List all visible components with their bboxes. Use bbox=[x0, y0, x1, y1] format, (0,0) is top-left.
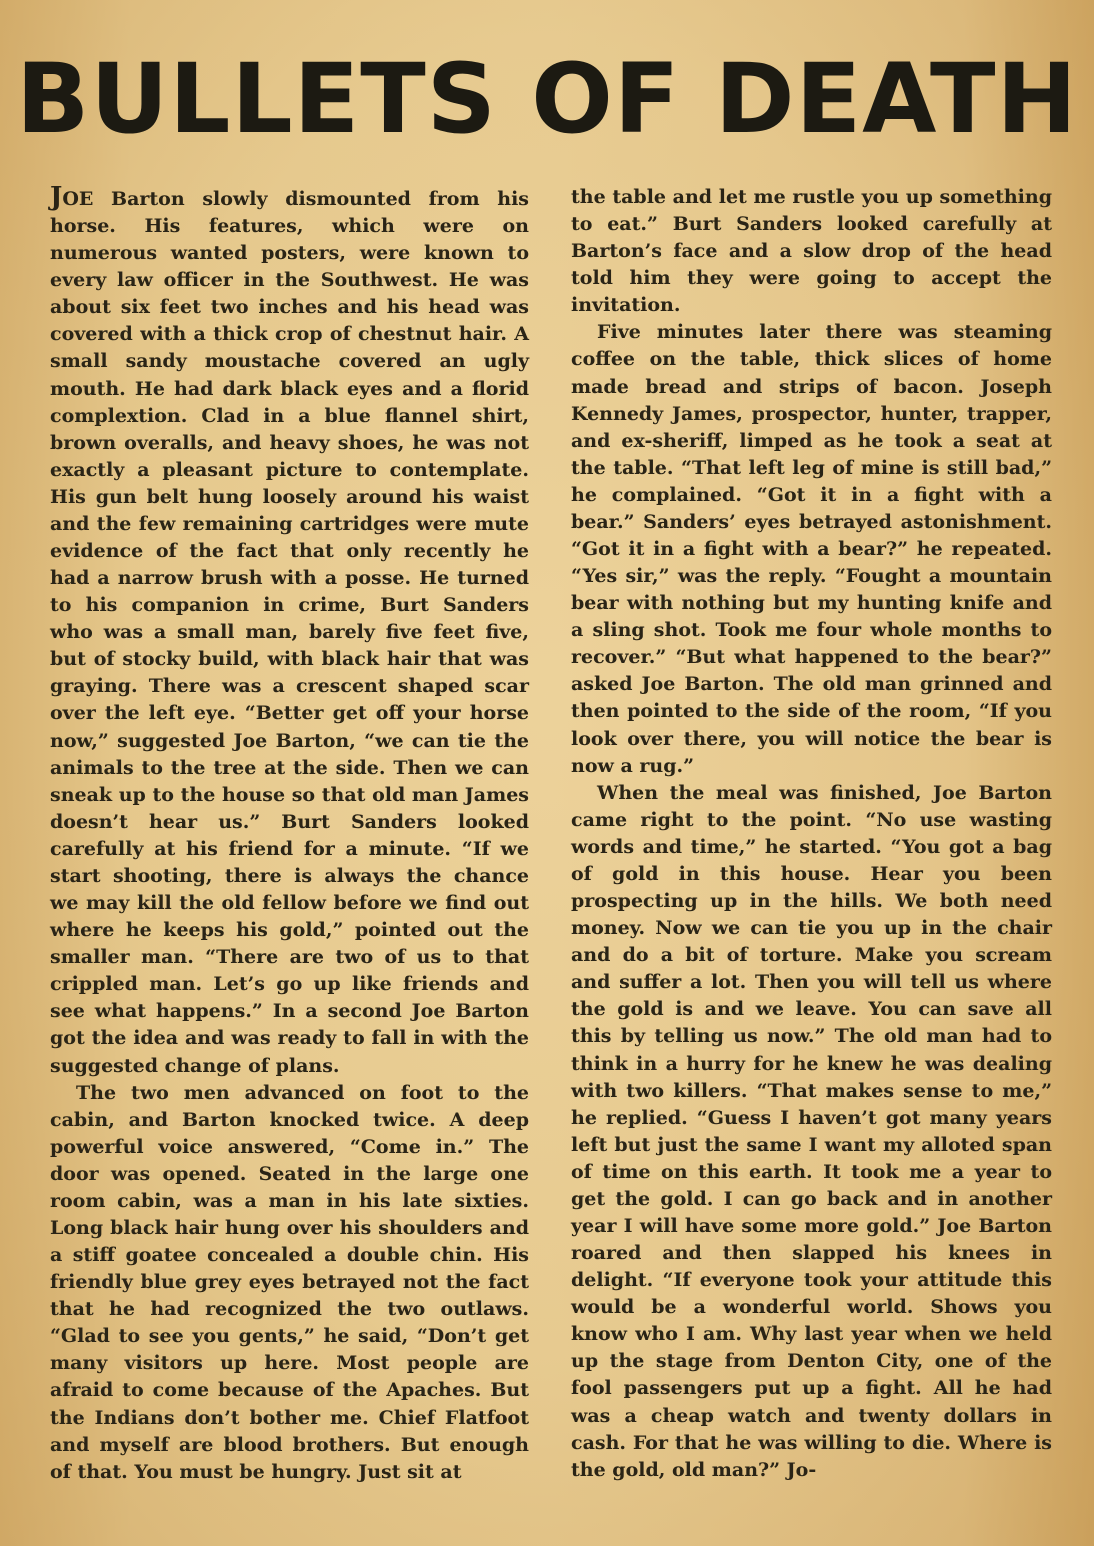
text-column-right bbox=[571, 184, 1052, 1484]
drop-cap: J bbox=[50, 182, 63, 212]
paragraph-text: OE Barton slowly dismounted from his horse. His features, which were on numerous wanted posters, were known to every law officer in the Southwest. He was about six feet two inches and his head was covered with a thick crop of chestnut hair. A small sandy moustache covered an ugly mouth. He had dark black eyes and a florid complextion. Clad in a blue flannel shirt, brown overalls, and heavy shoes, he was not exactly a pleasant picture to contemplate. His gun belt hung loosely around his waist and the few remaining cartridges were mute evidence of the fact that only recently he had a narrow brush with a posse. He turned to his companion in crime, Burt Sanders who was a small man, barely five feet five, but of stocky build, with black hair that was graying. There was a crescent shaped scar over the left eye. “Better get off your horse now,” suggested Joe Barton, “we can tie the animals to the tree at the side. Then we can sneak up to the house so that old man James doesn’t hear us.” Burt Sanders looked carefully at his friend for a minute. “If we start shooting, there is always the chance we may kill the old fellow before we find out where he keeps his gold,” pointed out the smaller man. “There are two of us to that crippled man. Let’s go up like friends and see what happens.” In a second Joe Barton got the idea and was ready to fall in with the suggested change of plans. bbox=[50, 188, 529, 1077]
text-column-left bbox=[50, 184, 529, 1486]
story-title: BULLETS OF DEATH bbox=[16, 43, 1078, 155]
story-paragraph: the table and let me rustle you up something to eat.” Burt Sanders looked carefully at Barton’s face and a slow drop of the head told him they were going to accept the invitation. bbox=[571, 186, 1052, 317]
story-paragraph: Five minutes later there was steaming coffee on the table, thick slices of home made bread and strips of bacon. Joseph Kennedy James, prospector, hunter, trapper, and ex-sheriff, limped as he took a seat at the table. “That left leg of mine is still bad,” he complained. “Got it in a fight with a bear.” Sanders’ eyes betrayed astonishment. “Got it in a fight with a bear?” he repeated. “Yes sir,” was the reply. “Fought a mountain bear with nothing but my hunting knife and a sling shot. Took me four whole months to recover.” “But what happened to the bear?” asked Joe Barton. The old man grinned and then pointed to the side of the room, “If you look over there, you will notice the bear is now a rug.” bbox=[571, 321, 1052, 777]
story-paragraph bbox=[50, 184, 529, 1080]
story-paragraph: When the meal was finished, Joe Barton came right to the point. “No use wasting words and time,” he started. “You got a bag of gold in this house. Hear you been prospecting up in the hills. We both need money. Now we can tie you up in the chair and do a bit of torture. Make you scream and suffer a lot. Then you will tell us where the gold is and we leave. You can save all this by telling us now.” The old man had to think in a hurry for he knew he was dealing with two killers. “That makes sense to me,” he replied. “Guess I haven’t got many years left but just the same I want my alloted span of time on this earth. It took me a year to get the gold. I can go back and in another year I will have some more gold.” Joe Barton roared and then slapped his knees in delight. “If everyone took your attitude this would be a wonderful world. Shows you know who I am. Why last year when we held up the stage from Denton City, one of the fool passengers put up a fight. All he had was a cheap watch and twenty dollars in cash. For that he was willing to die. Where is the gold, old man?” Jo- bbox=[571, 781, 1052, 1481]
story-paragraph: The two men advanced on foot to the cabin, and Barton knocked twice. A deep powerful voice answered, “Come in.” The door was opened. Seated in the large one room cabin, was a man in his late sixties. Long black hair hung over his shoulders and a stiff goatee concealed a double chin. His friendly blue grey eyes betrayed not the fact that he had recognized the two outlaws. “Glad to see you gents,” he said, “Don’t get many visitors up here. Most people are afraid to come because of the Apaches. But the Indians don’t bother me. Chief Flatfoot and myself are blood brothers. But enough of that. You must be hungry. Just sit at bbox=[50, 1081, 529, 1483]
